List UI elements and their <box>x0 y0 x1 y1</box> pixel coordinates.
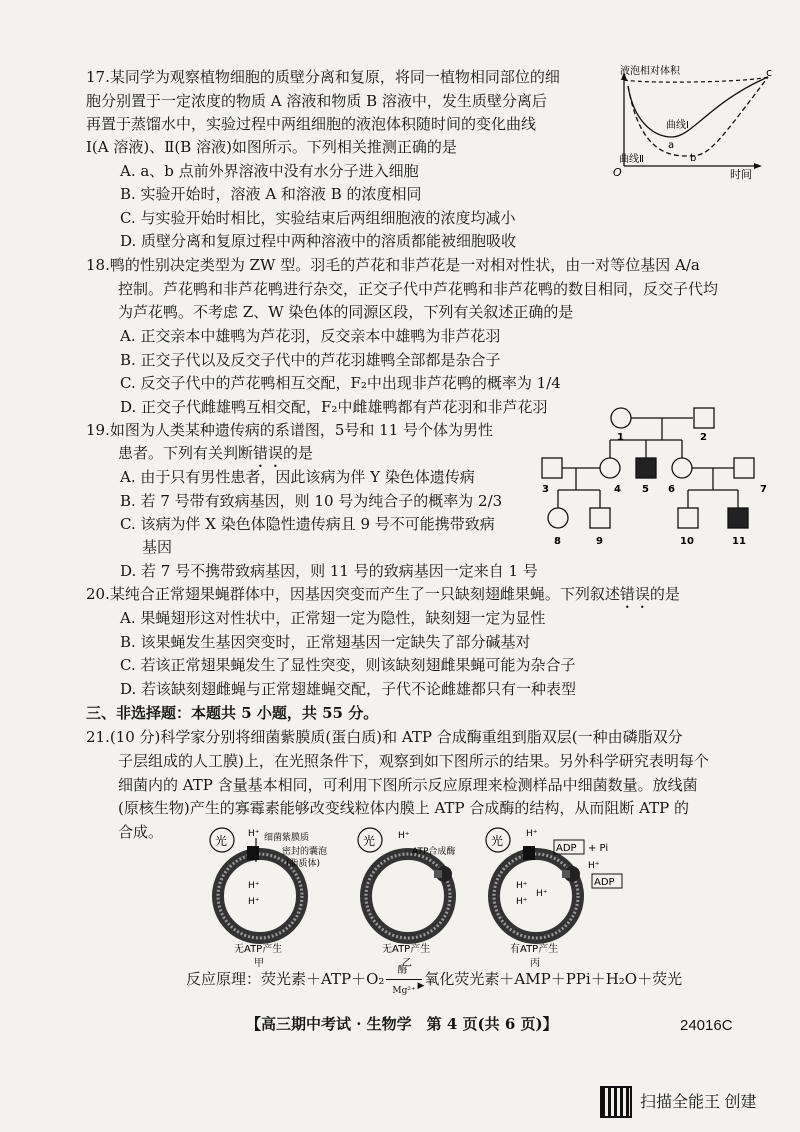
svg-text:3: 3 <box>542 484 549 495</box>
svg-text:光: 光 <box>491 834 504 848</box>
pedigree-9 <box>590 508 610 528</box>
q20-option-b: B. 该果蝇发生基因突变时，正常翅基因一定缺失了部分碱基对 <box>120 633 531 651</box>
svg-text:H⁺: H⁺ <box>536 889 548 899</box>
reaction-equation <box>186 965 683 996</box>
vesicle-bing <box>486 828 622 969</box>
pedigree-8 <box>548 508 568 528</box>
svg-text:10: 10 <box>680 536 694 547</box>
svg-text:甲: 甲 <box>254 958 264 969</box>
q19-option-a: A. 由于只有男性患者，因此该病为伴 Y 染色体遗传病 <box>120 468 475 486</box>
svg-text:4: 4 <box>614 484 621 495</box>
svg-text:1: 1 <box>617 432 624 443</box>
svg-text:无ATP产生: 无ATP产生 <box>234 944 283 955</box>
svg-text:光: 光 <box>215 834 228 848</box>
svg-text:H⁺: H⁺ <box>516 897 528 907</box>
svg-text:5: 5 <box>642 484 649 495</box>
q18-stem-2: 控制。芦花鸭和非芦花鸭进行杂交，正交子代中芦花鸭和非芦花鸭的数目相同，反交子代均 <box>118 280 719 298</box>
q21-stem-1: 21.(10 分)科学家分别将细菌紫膜质(蛋白质)和 ATP 合成酶重组到脂双层(一种由磷脂双分 <box>86 728 683 746</box>
svg-text:9: 9 <box>596 536 603 547</box>
svg-text:ADP: ADP <box>594 877 615 888</box>
svg-text:H⁺: H⁺ <box>398 831 410 841</box>
reaction-arrow: 酶 ▶ Mg²⁺ <box>384 968 424 990</box>
q19-option-d: D. 若 7 号不携带致病基因，则 11 号的致病基因一定来自 1 号 <box>120 562 538 580</box>
graph-point-b: b <box>690 153 697 164</box>
q19-stem-2: 患者。下列有关判断错误的是 <box>118 444 314 462</box>
svg-text:H⁺: H⁺ <box>248 897 260 907</box>
q17-option-c: C. 与实验开始时相比，实验结束后两组细胞液的浓度均减小 <box>120 209 516 227</box>
q18-option-a: A. 正交亲本中雄鸭为芦花羽，反交亲本中雄鸭为非芦花羽 <box>120 327 501 345</box>
q17-stem-1: 17.某同学为观察植物细胞的质壁分离和复原，将同一植物相同部位的细 <box>86 68 560 86</box>
svg-text:8: 8 <box>554 536 561 547</box>
graph-ylabel: 液泡相对体积 <box>620 66 680 77</box>
graph-xlabel: 时间 <box>730 168 752 180</box>
vesicle-yi <box>358 828 455 969</box>
q21-stem-4: (原核生物)产生的寡霉素能够改变线粒体内膜上 ATP 合成酶的结构，从而阻断 ATP 的 <box>118 799 689 817</box>
q19-option-c: C. 该病为伴 X 染色体隐性遗传病且 9 号不可能携带致病 <box>120 515 495 533</box>
section-heading: 三、非选择题：本题共 5 小题，共 55 分。 <box>86 704 379 722</box>
svg-text:光: 光 <box>363 834 376 848</box>
svg-text:+ Pi: + Pi <box>588 843 609 854</box>
purple-membrane-protein <box>247 846 259 860</box>
pedigree-4 <box>600 458 620 478</box>
reaction-right: 氧化荧光素＋AMP＋PPi＋H₂O＋荧光 <box>424 970 683 988</box>
svg-text:6: 6 <box>668 484 675 495</box>
q17-option-a: A. a、b 点前外界溶液中没有水分子进入细胞 <box>120 162 419 180</box>
q18-option-d: D. 正交子代雌雄鸭互相交配，F₂中雌雄鸭都有芦花羽和非芦花羽 <box>120 398 548 416</box>
svg-text:2: 2 <box>700 432 707 443</box>
svg-text:密封的囊泡: 密封的囊泡 <box>282 847 328 857</box>
q17-stem-3: 再置于蒸馏水中，实验过程中两组细胞的液泡体积随时间的变化曲线 <box>86 115 537 133</box>
svg-text:乙: 乙 <box>402 958 412 969</box>
q18-option-b: B. 正交子代以及反交子代中的芦花羽雄鸭全部都是杂合子 <box>120 351 501 369</box>
svg-text:ADP: ADP <box>556 843 577 854</box>
svg-text:无ATP产生: 无ATP产生 <box>382 944 431 955</box>
pedigree-1 <box>611 408 631 428</box>
graph-point-a: a <box>668 140 675 151</box>
reaction-left: 反应原理：荧光素＋ATP＋O₂ <box>186 970 385 988</box>
svg-text:H⁺: H⁺ <box>516 881 528 891</box>
page-footer: 【高三期中考试 · 生物学 第 4 页(共 6 页)】 <box>246 1015 558 1033</box>
svg-text:有ATP产生: 有ATP产生 <box>510 944 559 955</box>
q19-option-c-cont: 基因 <box>142 538 173 556</box>
q18-stem-1: 18.鸭的性别决定类型为 ZW 型。羽毛的芦花和非芦花是一对相对性状，由一对等位基因 A/a <box>86 256 700 274</box>
svg-text:丙: 丙 <box>530 958 540 969</box>
svg-text:H⁺: H⁺ <box>248 881 260 891</box>
q17-stem-2: 胞分别置于一定浓度的物质 A 溶液和物质 B 溶液中，发生质壁分离后 <box>86 92 547 110</box>
q17-option-b: B. 实验开始时，溶液 A 和溶液 B 的浓度相同 <box>120 185 422 203</box>
q21-stem-2: 子层组成的人工膜)上，在光照条件下，观察到如下图所示的结果。另外科学研究表明每个 <box>118 752 709 770</box>
svg-text:H⁺: H⁺ <box>588 861 600 871</box>
q18-stem-3: 为芦花鸭。不考虑 Z、W 染色体的同源区段，下列有关叙述正确的是 <box>118 303 574 321</box>
q21-stem-3: 细菌内的 ATP 含量基本相同，可利用下图所示反应原理来检测样品中细菌数量。放线菌 <box>118 776 698 794</box>
graph-origin: O <box>613 166 622 179</box>
q21-liposome-figure <box>190 822 640 970</box>
emphasis-wrong: 错误 <box>619 585 650 603</box>
graph-point-c: c <box>766 66 773 79</box>
svg-text:H⁺: H⁺ <box>248 829 260 839</box>
pedigree-11-affected <box>728 508 748 528</box>
emphasis-wrong: 错误 <box>253 444 284 462</box>
pedigree-2 <box>694 408 714 428</box>
q18-option-c: C. 反交子代中的芦花鸭相互交配，F₂中出现非芦花鸭的概率为 1/4 <box>120 374 561 392</box>
q20-option-a: A. 果蝇翅形这对性状中，正常翅一定为隐性，缺刻翅一定为显性 <box>120 609 546 627</box>
q21-stem-5: 合成。 <box>118 823 164 841</box>
pedigree-6 <box>672 458 692 478</box>
svg-text:7: 7 <box>760 484 767 495</box>
pedigree-7 <box>734 458 754 478</box>
q19-pedigree-chart <box>530 398 790 558</box>
svg-text:ATP合成酶: ATP合成酶 <box>412 847 456 857</box>
exam-code: 24016C <box>680 1017 733 1034</box>
q20-option-c: C. 若该正常翅果蝇发生了显性突变，则该缺刻翅雌果蝇可能为杂合子 <box>120 656 576 674</box>
qr-code-icon <box>600 1086 632 1118</box>
graph-curve1-label: 曲线Ⅰ <box>666 120 689 131</box>
svg-text:(脂质体): (脂质体) <box>286 859 321 869</box>
q19-option-b: B. 若 7 号带有致病基因，则 10 号为纯合子的概率为 2/3 <box>120 492 503 510</box>
q17-option-d: D. 质壁分离和复原过程中两种溶液中的溶质都能被细胞吸收 <box>120 232 517 250</box>
pedigree-10 <box>678 508 698 528</box>
graph-curve2-label: 曲线Ⅱ <box>619 154 644 165</box>
q17-volume-graph <box>610 62 790 180</box>
scanner-watermark: 扫描全能王 创建 <box>640 1094 757 1111</box>
q20-option-d: D. 若该缺刻翅雌蝇与正常翅雄蝇交配，子代不论雌雄都只有一种表型 <box>120 680 577 698</box>
vesicle-jia <box>210 828 327 969</box>
q17-stem-4: Ⅰ(A 溶液)、Ⅱ(B 溶液)如图所示。下列相关推测正确的是 <box>86 138 457 156</box>
svg-text:11: 11 <box>732 536 746 547</box>
q19-stem-1: 19.如图为人类某种遗传病的系谱图，5号和 11 号个体为男性 <box>86 421 494 439</box>
pedigree-3 <box>542 458 562 478</box>
svg-text:细菌紫膜质: 细菌紫膜质 <box>264 833 310 843</box>
svg-text:H⁺: H⁺ <box>526 829 538 839</box>
q20-stem: 20.某纯合正常翅果蝇群体中，因基因突变而产生了一只缺刻翅雌果蝇。下列叙述错误的是 <box>86 585 680 603</box>
pedigree-5-affected <box>636 458 656 478</box>
